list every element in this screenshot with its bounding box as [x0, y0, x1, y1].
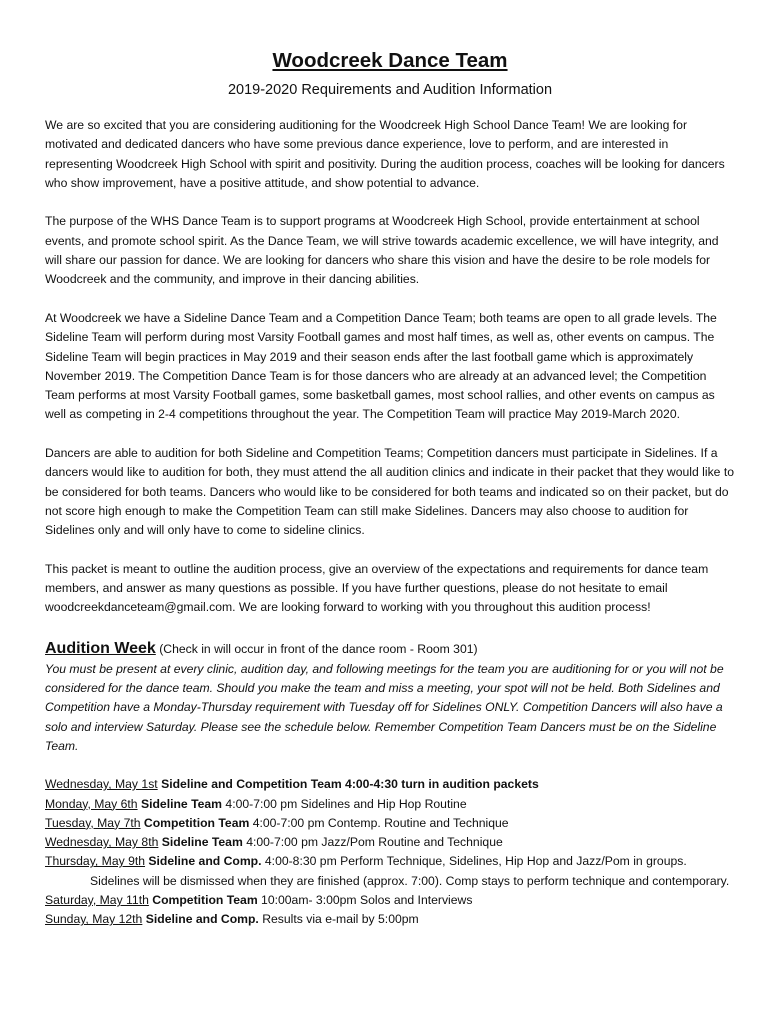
schedule-detail: 4:00-7:00 pm Contemp. Routine and Technique — [249, 815, 509, 830]
schedule-row — [45, 814, 735, 833]
schedule-team: Sideline and Comp. — [148, 854, 262, 869]
schedule-row — [45, 852, 735, 871]
packet-paragraph: This packet is meant to outline the audition process, give an overview of the expectations and requirements for dance team members, and answer as many questions as possible. If you have further questions, please do not hesitate to email woodcreekdanceteam@gmail.com. We are looking forward to working with you throughout this audition process! — [45, 561, 709, 615]
schedule-team: Sideline Team — [161, 835, 243, 850]
audition-week-title: Audition Week — [45, 639, 156, 657]
schedule-date: Tuesday, May 7th — [45, 815, 141, 830]
check-in-note: (Check in will occur in front of the dance room - Room 301) — [155, 641, 478, 656]
dual-audition-paragraph: Dancers are able to audition for both Sideline and Competition Teams; Competition dancers must participate in Sidelines. If a dancers would like to audition for both, they must attend the all audition clinics and indicate in their packet that they would like to be considered for both teams. Dancers who would like to be considered for both teams and indicated so on their packet, but do not score high enough to make the Competition Team can still make Sidelines. Dancers may also choose to audition for Sidelines only and will only have to come to sideline clinics. — [45, 446, 734, 538]
schedule-detail: 10:00am- 3:00pm Solos and Interviews — [257, 892, 473, 907]
schedule-detail: 4:00-7:00 pm Jazz/Pom Routine and Technique — [242, 835, 503, 850]
schedule-team: Sideline and Competition Team 4:00-4:30 turn in audition packets — [161, 777, 539, 792]
schedule-team: Competition Team — [143, 815, 250, 830]
document-subtitle: 2019-2020 Requirements and Audition Information — [227, 82, 553, 98]
schedule-row — [45, 795, 735, 814]
audition-week-heading — [45, 638, 735, 660]
schedule-date: Wednesday, May 8th — [45, 835, 159, 850]
schedule-row — [45, 775, 735, 794]
schedule-detail: Results via e-mail by 5:00pm — [258, 912, 419, 927]
schedule-team: Competition Team — [152, 892, 258, 907]
purpose-paragraph: The purpose of the WHS Dance Team is to support programs at Woodcreek High School, provide entertainment at school events, and promote school spirit. As the Dance Team, we will strive towards academic excellence, we will have integrity, and will share our passion for dance. We are looking for dancers who share this vision and have the desire to be role models for Woodcreek and the community, and improve in their dancing abilities. — [45, 214, 719, 287]
schedule-continuation: Sidelines will be dismissed when they are finished (approx. 7:00). Comp stays to perform technique and contemporary. — [90, 873, 730, 888]
attendance-requirements: You must be present at every clinic, audition day, and following meetings for the team you are auditioning for or you will not be considered for the dance team. Should you make the team and miss a meeting, your spot will not be held. Both Sidelines and Competition have a Monday-Thursday requirement with Tuesday off for Sidelines ONLY. Competition Dancers will also have a solo and interview Saturday. Please see the schedule below. Remember Competition Team Dancers must be on the Sideline Team. — [45, 661, 724, 753]
schedule-detail: 4:00-7:00 pm Sidelines and Hip Hop Routine — [222, 796, 467, 811]
schedule-detail: 4:00-8:30 pm Perform Technique, Sidelines, Hip Hop and Jazz/Pom in groups. — [261, 854, 687, 869]
schedule-date: Monday, May 6th — [45, 796, 138, 811]
intro-paragraph: We are so excited that you are considering auditioning for the Woodcreek High School Dance Team! We are looking for motivated and dedicated dancers who have some previous dance experience, love to perform, and are interested in representing Woodcreek High School with spirit and positivity. During the audition process, coaches will be looking for dancers who show improvement, have a positive attitude, and show potential to advance. — [45, 118, 725, 190]
schedule-team: Sideline and Comp. — [145, 912, 259, 927]
schedule-date: Thursday, May 9th — [45, 854, 146, 869]
schedule-date: Wednesday, May 1st — [45, 777, 158, 792]
schedule-row — [45, 833, 735, 852]
teams-paragraph: At Woodcreek we have a Sideline Dance Team and a Competition Dance Team; both teams are open to all grade levels. The Sideline Team will perform during most Varsity Football games and most half times, as well as, other events on campus. The Sideline Team will begin practices in May 2019 and their season ends after the last football game which is approximately November 2019. The Competition Dance Team is for those dancers who are already at an advanced level; the Competition Team performs at most Varsity Football games, some basketball games, most school rallies, and other events on campus as well as competing in 2-4 competitions throughout the year. The Competition Team will practice May 2019-March 2020. — [45, 310, 717, 422]
schedule-team: Sideline Team — [140, 796, 223, 811]
document-title: Woodcreek Dance Team — [272, 49, 508, 72]
schedule-date: Sunday, May 12th — [45, 912, 143, 927]
schedule-date: Saturday, May 11th — [45, 892, 149, 907]
audition-schedule — [45, 775, 735, 929]
document-page — [45, 46, 735, 930]
schedule-row — [45, 910, 735, 929]
schedule-row — [45, 891, 735, 910]
